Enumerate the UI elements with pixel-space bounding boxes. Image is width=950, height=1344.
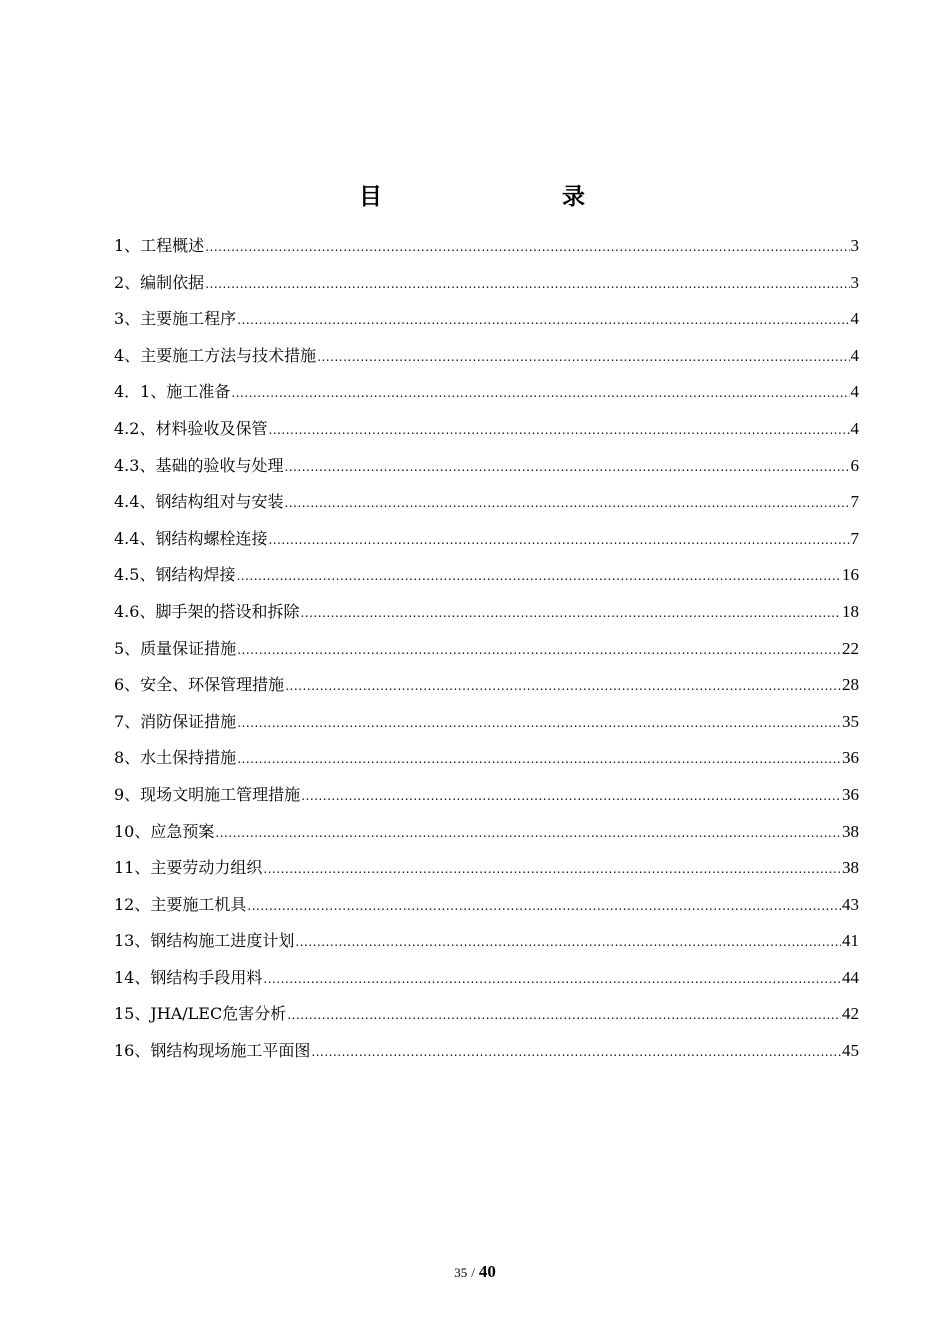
- toc-entry-page: 38: [842, 821, 859, 841]
- toc-dot-leader: [231, 379, 849, 407]
- toc-entry-page: 6: [850, 455, 859, 475]
- toc-entry-page: 18: [842, 601, 859, 621]
- toc-entry-label: 3、主要施工程序: [114, 309, 237, 329]
- toc-entry[interactable]: [114, 854, 859, 891]
- toc-dot-leader: [237, 636, 841, 664]
- toc-entry-label: 4、主要施工方法与技术措施: [114, 345, 317, 365]
- toc-dot-leader: [301, 782, 841, 810]
- toc-entry-label: 13、钢结构施工进度计划: [114, 931, 295, 951]
- toc-entry-label: 16、钢结构现场施工平面图: [114, 1041, 311, 1061]
- toc-entry[interactable]: [114, 1037, 859, 1074]
- toc-entry[interactable]: [114, 342, 859, 379]
- toc-dot-leader: [287, 1001, 841, 1029]
- toc-entry-label: 10、应急预案: [114, 821, 215, 841]
- toc-entry[interactable]: [114, 744, 859, 781]
- toc-entry-label: 7、消防保证措施: [114, 711, 237, 731]
- toc-entry[interactable]: [114, 561, 859, 598]
- toc-entry-page: 4: [850, 418, 859, 438]
- toc-entry-label: 4.4、钢结构组对与安装: [114, 492, 284, 512]
- toc-dot-leader: [237, 709, 841, 737]
- toc-entry-label: 15、JHA/LEC危害分析: [114, 1004, 287, 1024]
- total-page-count: 40: [478, 1262, 496, 1281]
- toc-entry-page: 36: [842, 784, 859, 804]
- toc-entry-page: 3: [850, 236, 859, 255]
- toc-entry-label: 4.6、脚手架的搭设和拆除: [114, 601, 300, 621]
- toc-entry-page: 16: [842, 565, 859, 585]
- toc-entry-page: 7: [850, 492, 859, 512]
- toc-dot-leader: [237, 745, 841, 773]
- toc-dot-leader: [237, 306, 849, 334]
- toc-entry-page: 43: [842, 894, 859, 914]
- toc-entry[interactable]: [114, 378, 859, 415]
- toc-entry-page: 4: [850, 309, 859, 329]
- toc-entry[interactable]: [114, 305, 859, 342]
- toc-entry[interactable]: [114, 452, 859, 489]
- toc-entry[interactable]: [114, 415, 859, 452]
- toc-entry[interactable]: [114, 1000, 859, 1037]
- toc-entry-label: 4.2、材料验收及保管: [114, 418, 268, 438]
- toc-entry-label: 8、水土保持措施: [114, 748, 237, 768]
- toc-dot-leader: [236, 562, 841, 590]
- toc-title: [0, 178, 950, 214]
- toc-dot-leader: [263, 855, 841, 883]
- toc-entry-label: 5、质量保证措施: [114, 638, 237, 658]
- toc-title-char-1: 目: [359, 184, 382, 210]
- toc-entry-page: 35: [842, 711, 859, 731]
- toc-entry[interactable]: [114, 891, 859, 928]
- toc-entry[interactable]: [114, 671, 859, 708]
- table-of-contents: [114, 232, 859, 1074]
- toc-entry-page: 4: [850, 345, 859, 365]
- page-footer: [0, 1262, 950, 1282]
- toc-dot-leader: [284, 489, 849, 517]
- toc-entry[interactable]: [114, 488, 859, 525]
- toc-entry-page: 44: [842, 967, 859, 987]
- toc-entry[interactable]: [114, 525, 859, 562]
- toc-dot-leader: [317, 343, 849, 371]
- toc-dot-leader: [215, 819, 841, 847]
- toc-entry-label: 9、现场文明施工管理措施: [114, 784, 301, 804]
- toc-entry[interactable]: [114, 232, 859, 269]
- toc-dot-leader: [295, 928, 841, 956]
- toc-entry-page: 3: [850, 272, 859, 292]
- toc-dot-leader: [285, 672, 841, 700]
- toc-dot-leader: [284, 453, 849, 481]
- toc-entry-page: 36: [842, 748, 859, 768]
- toc-entry[interactable]: [114, 635, 859, 672]
- toc-entry-label: 4.4、钢结构螺栓连接: [114, 528, 268, 548]
- toc-dot-leader: [311, 1038, 841, 1066]
- toc-entry[interactable]: [114, 818, 859, 855]
- toc-entry-label: 1、工程概述: [114, 236, 205, 255]
- toc-entry-label: 11、主要劳动力组织: [114, 858, 263, 878]
- toc-entry-page: 42: [842, 1004, 859, 1024]
- toc-entry-page: 7: [850, 528, 859, 548]
- toc-entry[interactable]: [114, 927, 859, 964]
- toc-entry[interactable]: [114, 781, 859, 818]
- toc-entry-page: 45: [842, 1041, 859, 1061]
- toc-entry-page: 38: [842, 858, 859, 878]
- toc-dot-leader: [205, 233, 849, 261]
- toc-entry-label: 4.3、基础的验收与处理: [114, 455, 284, 475]
- toc-entry[interactable]: [114, 269, 859, 306]
- current-page-number: 35: [454, 1265, 468, 1280]
- toc-entry-page: 22: [842, 638, 859, 658]
- toc-entry-page: 4: [850, 382, 859, 402]
- toc-entry-label: 4.5、钢结构焊接: [114, 565, 236, 585]
- toc-entry[interactable]: [114, 964, 859, 1001]
- toc-entry-label: 4．1、施工准备: [114, 382, 231, 402]
- toc-title-char-2: 录: [562, 184, 585, 210]
- toc-dot-leader: [300, 599, 841, 627]
- toc-entry-label: 14、钢结构手段用料: [114, 967, 263, 987]
- toc-entry[interactable]: [114, 598, 859, 635]
- toc-dot-leader: [205, 270, 849, 298]
- toc-dot-leader: [268, 526, 849, 554]
- toc-entry-page: 41: [842, 931, 859, 951]
- toc-entry-label: 12、主要施工机具: [114, 894, 247, 914]
- toc-dot-leader: [247, 892, 841, 920]
- toc-entry[interactable]: [114, 708, 859, 745]
- toc-entry-page: 28: [842, 675, 859, 695]
- page-separator: /: [471, 1265, 475, 1280]
- toc-dot-leader: [263, 965, 841, 993]
- toc-entry-label: 6、安全、环保管理措施: [114, 675, 285, 695]
- toc-entry-label: 2、编制依据: [114, 272, 205, 292]
- toc-dot-leader: [268, 416, 849, 444]
